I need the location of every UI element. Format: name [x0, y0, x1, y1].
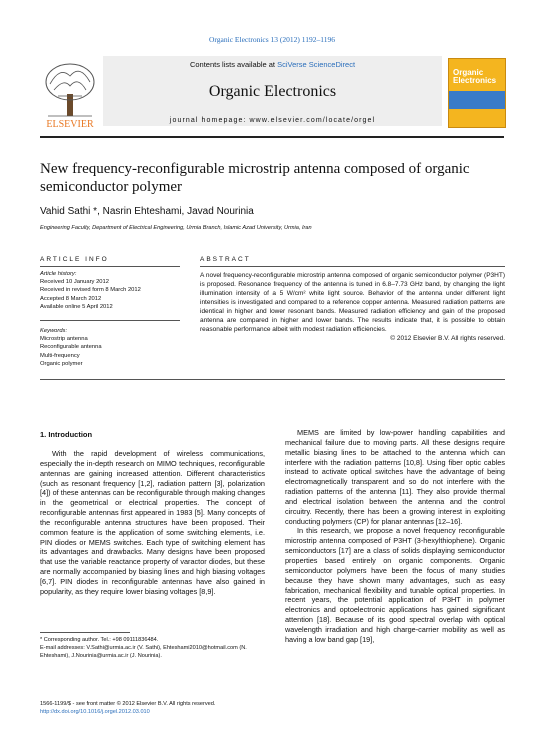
- body-column-left: [40, 449, 265, 597]
- keyword-item: Microstrip antenna: [40, 336, 88, 343]
- article-title: New frequency-reconfigurable microstrip antenna composed of organic semiconductor polymer: [40, 161, 470, 195]
- sciencedirect-link[interactable]: SciVerse ScienceDirect: [277, 60, 356, 69]
- history-revised: Received in revised form 8 March 2012: [40, 287, 141, 294]
- elsevier-wordmark: ELSEVIER: [46, 119, 94, 130]
- body-column-right: [285, 428, 505, 645]
- journal-reference[interactable]: Organic Electronics 13 (2012) 1192–1196: [209, 35, 335, 44]
- abstract-text: A novel frequency-reconfigurable microstrip antenna composed of organic semiconductor polymer (P3HT) is proposed. Resonance frequency of the antenna is tuned in 6.8–7.73 GHz band, by changing the light illumination intensity of a 5 W/cm² white light source. Behavior of the antenna under different light intensities is investigated and compared to a reference copper antenna. Measured radiation patterns are identical in higher and lower resonant bands. Measured radiation efficiency and gain of the proposed antenna are compared in higher and lower bands. The results indicate that, it is possible to obtain reasonable performance albeit with modest radiation efficiencies.: [200, 272, 505, 333]
- keyword-item: Organic polymer: [40, 360, 83, 367]
- contents-prefix: Contents lists available at: [189, 60, 278, 69]
- elsevier-logo: [40, 56, 100, 131]
- keywords-rule: [40, 320, 180, 321]
- footnotes: [40, 636, 270, 660]
- keyword-item: Multi-frequency: [40, 352, 80, 359]
- intro-paragraph: In this research, we propose a novel frequency reconfigurable microstrip antenna composed of P3HT (3-hexylthiophene). Organic semiconductors [17] are a class of solids displaying semiconductor properties based entirely on organic components. Organic semiconductor polymers have been the focus of many studies because they have shown many advantages, such as easy fabrication, mechanical flexibility and tunable optical properties. In recent years, the potential application of P3HT in polymer electronics and optoelectronic applications has gained significant attention [18]. Because of its good spectral overlap with optical wavelength irradiation and high charge-carrier mobility as well as having a low band gap [19],: [285, 526, 505, 644]
- section-heading-introduction: 1. Introduction: [40, 430, 93, 439]
- email-addresses: E-mail addresses: V.Sathi@urmia.ac.ir (V. Sathi), Ehteshami2010@hotmail.com (N. Ehteshami), J.Nourinia@urmia.ac.ir (J. Nourinia).: [40, 645, 247, 659]
- keyword-item: Reconfigurable antenna: [40, 344, 102, 351]
- cover-band: [449, 91, 505, 109]
- journal-cover-thumbnail: [448, 58, 506, 128]
- keywords-label: Keywords:: [40, 328, 68, 334]
- history-accepted: Accepted 8 March 2012: [40, 295, 102, 302]
- contents-line: [103, 60, 442, 69]
- abstract-copyright: © 2012 Elsevier B.V. All rights reserved.: [390, 335, 505, 342]
- journal-title: Organic Electronics: [208, 83, 337, 100]
- affiliation: Engineering Faculty, Department of Electrical Engineering, Urmia Branch, Islamic Azad University, Urmia, Iran: [40, 225, 312, 231]
- article-history: [40, 270, 180, 311]
- abstract-rule: [200, 266, 505, 267]
- abstract-heading: ABSTRACT: [200, 256, 251, 263]
- keywords: [40, 327, 180, 368]
- corresponding-author: * Corresponding author. Tel.: +98 09111836484.: [40, 637, 159, 643]
- history-online: Available online 5 April 2012: [40, 303, 113, 310]
- abstract: [200, 271, 505, 343]
- doi-link[interactable]: http://dx.doi.org/10.1016/j.orgel.2012.03.010: [40, 709, 150, 715]
- page-footer: [40, 700, 340, 716]
- footnote-rule: [40, 632, 130, 633]
- intro-paragraph: With the rapid development of wireless communications, especially the in-depth research on MIMO techniques, reconfigurable antennas are gaining increased attention. Different characteristics (such as resonant frequency [1,2], radiation pattern [3], polarization [4]) of these antennas can be reconfigurable through making changes in the geometrical or electrical properties. The concept of reconfigurable antennas first appeared in 1983 [5]. Many concepts of the reconfigurable antenna structures have been proposed. Their common feature is the application of some switching elements, i.e. PIN diodes or MEMS switches. Each type of switching element has its advantages and drawbacks. Many designs have been proposed that use the variable reactance property of varactor diodes, but these are normally accompanied by biasing lines and high biasing voltages [6,7]. PIN diodes in reconfigurable antennas have also gained in popularity, as they require lower biasing voltages [8,9].: [40, 449, 265, 596]
- intro-paragraph: MEMS are limited by low-power handling capabilities and mechanical failure due to moving parts. All these designs require metallic biasing lines to be attached to the antenna which can interfere with the radiation patterns [10,8]. Using fiber optic cables instead to activate optical switches have the advantage of being electromagnetically transparent and so do not interfere with the radiation patterns of the antenna [11]. They also provide thermal and electrical isolation between the antenna and the control circuitry. Recently, there has been a growing interest in exploiting conducting polymers (CP) for planar antennas [12–16].: [285, 428, 505, 526]
- article-info-rule: [40, 266, 180, 267]
- abstract-bottom-rule: [40, 379, 505, 380]
- header-rule: [40, 136, 504, 138]
- cover-title: Organic Electronics: [453, 68, 497, 85]
- article-info-heading: ARTICLE INFO: [40, 256, 109, 263]
- history-label: Article history:: [40, 271, 77, 277]
- issn-line: 1566-1199/$ - see front matter © 2012 Elsevier B.V. All rights reserved.: [40, 701, 216, 707]
- history-received: Received 10 January 2012: [40, 279, 109, 286]
- author-list: Vahid Sathi *, Nasrin Ehteshami, Javad Nourinia: [40, 206, 254, 217]
- journal-homepage[interactable]: journal homepage: www.elsevier.com/locate/orgel: [169, 117, 376, 124]
